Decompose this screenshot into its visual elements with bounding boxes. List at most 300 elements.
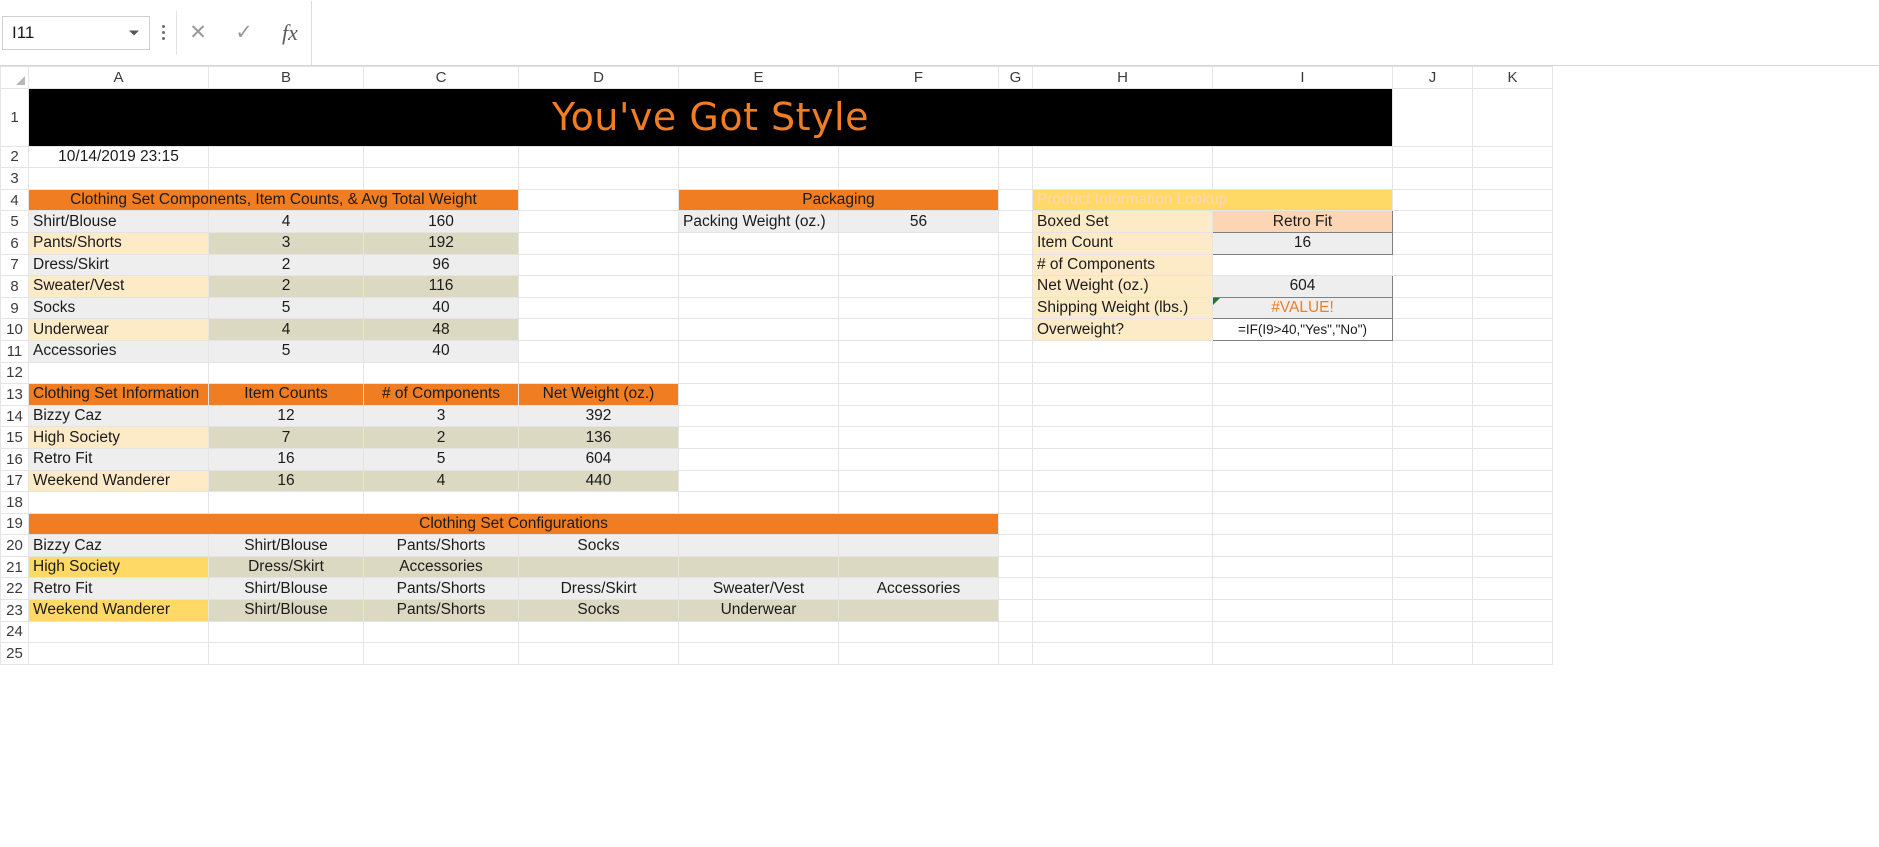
table2-row-components[interactable]: 2 xyxy=(364,427,519,449)
cell-G8[interactable] xyxy=(999,276,1033,298)
insert-function-icon[interactable]: fx xyxy=(282,19,298,45)
cell-H22[interactable] xyxy=(1033,578,1213,600)
table1-row-name[interactable]: Sweater/Vest xyxy=(29,276,209,298)
cell-J12[interactable] xyxy=(1393,362,1473,384)
cell-F11[interactable] xyxy=(839,340,999,362)
lookup-label-boxed-set[interactable]: Boxed Set xyxy=(1033,211,1213,233)
column-header-H[interactable]: H xyxy=(1033,67,1213,89)
cell-K12[interactable] xyxy=(1473,362,1553,384)
cell-H14[interactable] xyxy=(1033,405,1213,427)
cell-E12[interactable] xyxy=(679,362,839,384)
cell-K19[interactable] xyxy=(1473,513,1553,535)
cell-H24[interactable] xyxy=(1033,621,1213,643)
cell-G21[interactable] xyxy=(999,556,1033,578)
table3-row-name[interactable]: High Society xyxy=(29,556,209,578)
cell-K15[interactable] xyxy=(1473,427,1553,449)
cell-D4[interactable] xyxy=(519,189,679,211)
table3-row-item[interactable]: Shirt/Blouse xyxy=(209,600,364,622)
cell-H15[interactable] xyxy=(1033,427,1213,449)
cell-E17[interactable] xyxy=(679,470,839,492)
table3-row-item[interactable]: Underwear xyxy=(679,600,839,622)
table2-row-name[interactable]: Retro Fit xyxy=(29,448,209,470)
cell-J20[interactable] xyxy=(1393,535,1473,557)
cell-J13[interactable] xyxy=(1393,384,1473,406)
lookup-label-net-weight[interactable]: Net Weight (oz.) xyxy=(1033,276,1213,298)
cell-G2[interactable] xyxy=(999,146,1033,168)
cell-D3[interactable] xyxy=(519,168,679,190)
cell-A18[interactable] xyxy=(29,492,209,514)
cell-J7[interactable] xyxy=(1393,254,1473,276)
table2-row-components[interactable]: 5 xyxy=(364,448,519,470)
cell-I3[interactable] xyxy=(1213,168,1393,190)
cell-K22[interactable] xyxy=(1473,578,1553,600)
row-header-25[interactable]: 25 xyxy=(1,643,29,665)
table1-row-weight[interactable]: 160 xyxy=(364,211,519,233)
column-header-C[interactable]: C xyxy=(364,67,519,89)
cell-I12[interactable] xyxy=(1213,362,1393,384)
table3-row-item[interactable]: Socks xyxy=(519,535,679,557)
cell-C24[interactable] xyxy=(364,621,519,643)
cell-J4[interactable] xyxy=(1393,189,1473,211)
cell-J19[interactable] xyxy=(1393,513,1473,535)
cell-H18[interactable] xyxy=(1033,492,1213,514)
row-header-8[interactable]: 8 xyxy=(1,276,29,298)
cell-K11[interactable] xyxy=(1473,340,1553,362)
table2-row-weight[interactable]: 440 xyxy=(519,470,679,492)
cell-D2[interactable] xyxy=(519,146,679,168)
cell-I25[interactable] xyxy=(1213,643,1393,665)
cell-E8[interactable] xyxy=(679,276,839,298)
column-header-E[interactable]: E xyxy=(679,67,839,89)
table2-row-counts[interactable]: 12 xyxy=(209,405,364,427)
cell-J5[interactable] xyxy=(1393,211,1473,233)
cell-F6[interactable] xyxy=(839,232,999,254)
table1-row-weight[interactable]: 116 xyxy=(364,276,519,298)
table1-row-name[interactable]: Socks xyxy=(29,297,209,319)
cell-B18[interactable] xyxy=(209,492,364,514)
table1-row-name[interactable]: Shirt/Blouse xyxy=(29,211,209,233)
row-header-11[interactable]: 11 xyxy=(1,340,29,362)
cell-K14[interactable] xyxy=(1473,405,1553,427)
cell-J14[interactable] xyxy=(1393,405,1473,427)
table3-row-item[interactable]: Accessories xyxy=(364,556,519,578)
cell-I11-selected[interactable] xyxy=(1213,340,1393,362)
cell-E16[interactable] xyxy=(679,448,839,470)
table2-row-weight[interactable]: 136 xyxy=(519,427,679,449)
lookup-value-item-count[interactable]: 16 xyxy=(1213,232,1393,254)
row-header-9[interactable]: 9 xyxy=(1,297,29,319)
cell-E6[interactable] xyxy=(679,232,839,254)
table3-row-item[interactable] xyxy=(679,556,839,578)
cell-D25[interactable] xyxy=(519,643,679,665)
cell-J24[interactable] xyxy=(1393,621,1473,643)
cell-J22[interactable] xyxy=(1393,578,1473,600)
table3-row-item[interactable] xyxy=(679,535,839,557)
row-header-23[interactable]: 23 xyxy=(1,600,29,622)
cell-J23[interactable] xyxy=(1393,600,1473,622)
cell-A12[interactable] xyxy=(29,362,209,384)
cell-H21[interactable] xyxy=(1033,556,1213,578)
row-header-3[interactable]: 3 xyxy=(1,168,29,190)
row-header-13[interactable]: 13 xyxy=(1,384,29,406)
cell-K23[interactable] xyxy=(1473,600,1553,622)
cell-A24[interactable] xyxy=(29,621,209,643)
column-header-G[interactable]: G xyxy=(999,67,1033,89)
row-header-10[interactable]: 10 xyxy=(1,319,29,341)
cell-B3[interactable] xyxy=(209,168,364,190)
cell-G10[interactable] xyxy=(999,319,1033,341)
row-header-22[interactable]: 22 xyxy=(1,578,29,600)
cell-H25[interactable] xyxy=(1033,643,1213,665)
cell-K21[interactable] xyxy=(1473,556,1553,578)
row-header-18[interactable]: 18 xyxy=(1,492,29,514)
cell-E25[interactable] xyxy=(679,643,839,665)
cancel-icon[interactable]: ✕ xyxy=(189,21,207,44)
cell-G19[interactable] xyxy=(999,513,1033,535)
cell-E9[interactable] xyxy=(679,297,839,319)
table3-row-item[interactable]: Shirt/Blouse xyxy=(209,578,364,600)
lookup-label-components[interactable]: # of Components xyxy=(1033,254,1213,276)
cell-D8[interactable] xyxy=(519,276,679,298)
cell-J6[interactable] xyxy=(1393,232,1473,254)
cell-G22[interactable] xyxy=(999,578,1033,600)
cell-J15[interactable] xyxy=(1393,427,1473,449)
table2-row-components[interactable]: 4 xyxy=(364,470,519,492)
formula-input[interactable] xyxy=(311,1,1879,65)
cell-F14[interactable] xyxy=(839,405,999,427)
name-box[interactable] xyxy=(2,16,150,50)
cell-G3[interactable] xyxy=(999,168,1033,190)
table3-row-item[interactable]: Shirt/Blouse xyxy=(209,535,364,557)
row-header-2[interactable]: 2 xyxy=(1,146,29,168)
cell-F10[interactable] xyxy=(839,319,999,341)
table3-row-name[interactable]: Weekend Wanderer xyxy=(29,600,209,622)
cell-G4[interactable] xyxy=(999,189,1033,211)
table1-row-weight[interactable]: 192 xyxy=(364,232,519,254)
row-header-15[interactable]: 15 xyxy=(1,427,29,449)
cell-G12[interactable] xyxy=(999,362,1033,384)
column-header-J[interactable]: J xyxy=(1393,67,1473,89)
cell-A25[interactable] xyxy=(29,643,209,665)
cell-C3[interactable] xyxy=(364,168,519,190)
cell-K16[interactable] xyxy=(1473,448,1553,470)
cell-H3[interactable] xyxy=(1033,168,1213,190)
cell-G13[interactable] xyxy=(999,384,1033,406)
cell-H20[interactable] xyxy=(1033,535,1213,557)
table3-row-item[interactable] xyxy=(839,535,999,557)
cell-G5[interactable] xyxy=(999,211,1033,233)
cell-E7[interactable] xyxy=(679,254,839,276)
cell-G24[interactable] xyxy=(999,621,1033,643)
packing-weight-label[interactable]: Packing Weight (oz.) xyxy=(679,211,839,233)
row-header-12[interactable]: 12 xyxy=(1,362,29,384)
column-header-F[interactable]: F xyxy=(839,67,999,89)
cell-D7[interactable] xyxy=(519,254,679,276)
table2-row-counts[interactable]: 7 xyxy=(209,427,364,449)
table1-row-weight[interactable]: 40 xyxy=(364,340,519,362)
cell-I24[interactable] xyxy=(1213,621,1393,643)
cell-G18[interactable] xyxy=(999,492,1033,514)
cell-J16[interactable] xyxy=(1393,448,1473,470)
cell-K25[interactable] xyxy=(1473,643,1553,665)
row-header-6[interactable]: 6 xyxy=(1,232,29,254)
table2-row-name[interactable]: High Society xyxy=(29,427,209,449)
table1-row-count[interactable]: 4 xyxy=(209,211,364,233)
table1-row-count[interactable]: 5 xyxy=(209,340,364,362)
cell-G17[interactable] xyxy=(999,470,1033,492)
packing-weight-value[interactable]: 56 xyxy=(839,211,999,233)
table2-row-weight[interactable]: 604 xyxy=(519,448,679,470)
spreadsheet-grid[interactable] xyxy=(0,66,1879,665)
lookup-label-item-count[interactable]: Item Count xyxy=(1033,232,1213,254)
cell-C18[interactable] xyxy=(364,492,519,514)
lookup-value-boxed-set[interactable]: Retro Fit xyxy=(1213,211,1393,233)
table1-row-name[interactable]: Accessories xyxy=(29,340,209,362)
cell-E14[interactable] xyxy=(679,405,839,427)
cell-D18[interactable] xyxy=(519,492,679,514)
cell-G9[interactable] xyxy=(999,297,1033,319)
table3-row-item[interactable]: Pants/Shorts xyxy=(364,535,519,557)
lookup-value-overweight[interactable]: =IF(I9>40,"Yes","No") xyxy=(1213,319,1393,341)
table1-row-weight[interactable]: 96 xyxy=(364,254,519,276)
column-header-K[interactable]: K xyxy=(1473,67,1553,89)
lookup-value-shipping-weight[interactable]: #VALUE! xyxy=(1213,297,1393,319)
cell-E13[interactable] xyxy=(679,384,839,406)
cell-H17[interactable] xyxy=(1033,470,1213,492)
table1-row-count[interactable]: 2 xyxy=(209,276,364,298)
cell-H23[interactable] xyxy=(1033,600,1213,622)
cell-B24[interactable] xyxy=(209,621,364,643)
cell-H19[interactable] xyxy=(1033,513,1213,535)
row-header-17[interactable]: 17 xyxy=(1,470,29,492)
confirm-icon[interactable]: ✓ xyxy=(235,21,253,44)
cell-K9[interactable] xyxy=(1473,297,1553,319)
cell-D10[interactable] xyxy=(519,319,679,341)
table3-row-item[interactable]: Sweater/Vest xyxy=(679,578,839,600)
table1-row-count[interactable]: 5 xyxy=(209,297,364,319)
row-header-21[interactable]: 21 xyxy=(1,556,29,578)
cell-F17[interactable] xyxy=(839,470,999,492)
cell-J21[interactable] xyxy=(1393,556,1473,578)
cell-C12[interactable] xyxy=(364,362,519,384)
cell-F18[interactable] xyxy=(839,492,999,514)
cell-I17[interactable] xyxy=(1213,470,1393,492)
cell-J25[interactable] xyxy=(1393,643,1473,665)
row-header-7[interactable]: 7 xyxy=(1,254,29,276)
table2-header-0: Clothing Set Information xyxy=(29,384,209,406)
table2-row-name[interactable]: Weekend Wanderer xyxy=(29,470,209,492)
table1-row-count[interactable]: 3 xyxy=(209,232,364,254)
table3-row-item[interactable]: Accessories xyxy=(839,578,999,600)
cell-J11[interactable] xyxy=(1393,340,1473,362)
row-header-14[interactable]: 14 xyxy=(1,405,29,427)
table-row xyxy=(1,384,1553,406)
column-header-D[interactable]: D xyxy=(519,67,679,89)
table1-row-name[interactable]: Underwear xyxy=(29,319,209,341)
lookup-value-components[interactable] xyxy=(1213,254,1393,276)
lookup-label-overweight[interactable]: Overweight? xyxy=(1033,319,1213,341)
cell-F16[interactable] xyxy=(839,448,999,470)
row-header-1[interactable]: 1 xyxy=(1,88,29,146)
table3-row-item[interactable]: Pants/Shorts xyxy=(364,600,519,622)
table3-row-name[interactable]: Retro Fit xyxy=(29,578,209,600)
column-header-A[interactable]: A xyxy=(29,67,209,89)
cell-G23[interactable] xyxy=(999,600,1033,622)
cell-E2[interactable] xyxy=(679,146,839,168)
table1-row-count[interactable]: 2 xyxy=(209,254,364,276)
cell-G20[interactable] xyxy=(999,535,1033,557)
cell-I2[interactable] xyxy=(1213,146,1393,168)
cell-C2[interactable] xyxy=(364,146,519,168)
cell-F25[interactable] xyxy=(839,643,999,665)
select-all-corner[interactable] xyxy=(1,67,29,89)
cell-B25[interactable] xyxy=(209,643,364,665)
cell-G7[interactable] xyxy=(999,254,1033,276)
cell-D12[interactable] xyxy=(519,362,679,384)
table-row xyxy=(1,297,1553,319)
cell-A2-timestamp[interactable]: 10/14/2019 23:15 xyxy=(29,146,209,168)
chevron-down-icon[interactable] xyxy=(129,30,139,35)
table1-row-weight[interactable]: 40 xyxy=(364,297,519,319)
cell-K5[interactable] xyxy=(1473,211,1553,233)
cell-G16[interactable] xyxy=(999,448,1033,470)
row-header-16[interactable]: 16 xyxy=(1,448,29,470)
cell-J17[interactable] xyxy=(1393,470,1473,492)
cell-F2[interactable] xyxy=(839,146,999,168)
cell-K17[interactable] xyxy=(1473,470,1553,492)
table-row xyxy=(1,362,1553,384)
table3-row-item[interactable] xyxy=(839,600,999,622)
table3-row-item[interactable]: Socks xyxy=(519,600,679,622)
table1-row-name[interactable]: Dress/Skirt xyxy=(29,254,209,276)
cell-H2[interactable] xyxy=(1033,146,1213,168)
cell-G15[interactable] xyxy=(999,427,1033,449)
column-header-I[interactable]: I xyxy=(1213,67,1393,89)
cell-K18[interactable] xyxy=(1473,492,1553,514)
table1-row-name[interactable]: Pants/Shorts xyxy=(29,232,209,254)
cell-G6[interactable] xyxy=(999,232,1033,254)
cell-E11[interactable] xyxy=(679,340,839,362)
row-header-5[interactable]: 5 xyxy=(1,211,29,233)
cell-D11[interactable] xyxy=(519,340,679,362)
formula-bar xyxy=(0,0,1879,66)
lookup-value-net-weight[interactable]: 604 xyxy=(1213,276,1393,298)
cell-I18[interactable] xyxy=(1213,492,1393,514)
row-header-20[interactable]: 20 xyxy=(1,535,29,557)
cell-F7[interactable] xyxy=(839,254,999,276)
cell-I20[interactable] xyxy=(1213,535,1393,557)
cell-G14[interactable] xyxy=(999,405,1033,427)
cell-I15[interactable] xyxy=(1213,427,1393,449)
cell-D6[interactable] xyxy=(519,232,679,254)
cell-E15[interactable] xyxy=(679,427,839,449)
more-options-icon[interactable] xyxy=(150,16,176,50)
cell-K1[interactable] xyxy=(1473,88,1553,146)
table3-row-item[interactable]: Dress/Skirt xyxy=(519,578,679,600)
lookup-label-shipping-weight[interactable]: Shipping Weight (lbs.) xyxy=(1033,297,1213,319)
cell-C25[interactable] xyxy=(364,643,519,665)
cell-G11[interactable] xyxy=(999,340,1033,362)
cell-G25[interactable] xyxy=(999,643,1033,665)
cell-D9[interactable] xyxy=(519,297,679,319)
cell-F8[interactable] xyxy=(839,276,999,298)
cell-K8[interactable] xyxy=(1473,276,1553,298)
cell-F24[interactable] xyxy=(839,621,999,643)
cell-D5[interactable] xyxy=(519,211,679,233)
cell-K6[interactable] xyxy=(1473,232,1553,254)
cell-J3[interactable] xyxy=(1393,168,1473,190)
cell-H13[interactable] xyxy=(1033,384,1213,406)
table2-row-components[interactable]: 3 xyxy=(364,405,519,427)
cell-H12[interactable] xyxy=(1033,362,1213,384)
cell-I23[interactable] xyxy=(1213,600,1393,622)
cell-E18[interactable] xyxy=(679,492,839,514)
cell-D24[interactable] xyxy=(519,621,679,643)
row-header-24[interactable]: 24 xyxy=(1,621,29,643)
table2-row-name[interactable]: Bizzy Caz xyxy=(29,405,209,427)
cell-J18[interactable] xyxy=(1393,492,1473,514)
table-row xyxy=(1,448,1553,470)
row-header-19[interactable]: 19 xyxy=(1,513,29,535)
cell-B12[interactable] xyxy=(209,362,364,384)
table2-row-weight[interactable]: 392 xyxy=(519,405,679,427)
cell-K2[interactable] xyxy=(1473,146,1553,168)
cell-K7[interactable] xyxy=(1473,254,1553,276)
cell-K10[interactable] xyxy=(1473,319,1553,341)
cell-E10[interactable] xyxy=(679,319,839,341)
table1-row-weight[interactable]: 48 xyxy=(364,319,519,341)
table2-row-counts[interactable]: 16 xyxy=(209,448,364,470)
cell-I22[interactable] xyxy=(1213,578,1393,600)
cell-K20[interactable] xyxy=(1473,535,1553,557)
table2-row-counts[interactable]: 16 xyxy=(209,470,364,492)
cell-F13[interactable] xyxy=(839,384,999,406)
cell-J2[interactable] xyxy=(1393,146,1473,168)
cell-B2[interactable] xyxy=(209,146,364,168)
cell-J8[interactable] xyxy=(1393,276,1473,298)
cell-E24[interactable] xyxy=(679,621,839,643)
cell-K13[interactable] xyxy=(1473,384,1553,406)
cell-I19[interactable] xyxy=(1213,513,1393,535)
table1-row-count[interactable]: 4 xyxy=(209,319,364,341)
table3-row-item[interactable] xyxy=(839,556,999,578)
table3-row-item[interactable] xyxy=(519,556,679,578)
cell-J9[interactable] xyxy=(1393,297,1473,319)
cell-J1[interactable] xyxy=(1393,88,1473,146)
cell-I14[interactable] xyxy=(1213,405,1393,427)
cell-F9[interactable] xyxy=(839,297,999,319)
cell-H16[interactable] xyxy=(1033,448,1213,470)
cell-J10[interactable] xyxy=(1393,319,1473,341)
cell-F3[interactable] xyxy=(839,168,999,190)
cell-K4[interactable] xyxy=(1473,189,1553,211)
cell-I21[interactable] xyxy=(1213,556,1393,578)
cell-E3[interactable] xyxy=(679,168,839,190)
cell-H11[interactable] xyxy=(1033,340,1213,362)
cell-F12[interactable] xyxy=(839,362,999,384)
cell-K24[interactable] xyxy=(1473,621,1553,643)
table3-row-item[interactable]: Pants/Shorts xyxy=(364,578,519,600)
column-header-B[interactable]: B xyxy=(209,67,364,89)
table3-row-name[interactable]: Bizzy Caz xyxy=(29,535,209,557)
cell-I13[interactable] xyxy=(1213,384,1393,406)
cell-I16[interactable] xyxy=(1213,448,1393,470)
cell-A3[interactable] xyxy=(29,168,209,190)
cell-K3[interactable] xyxy=(1473,168,1553,190)
cell-F15[interactable] xyxy=(839,427,999,449)
row-header-4[interactable]: 4 xyxy=(1,189,29,211)
table3-row-item[interactable]: Dress/Skirt xyxy=(209,556,364,578)
